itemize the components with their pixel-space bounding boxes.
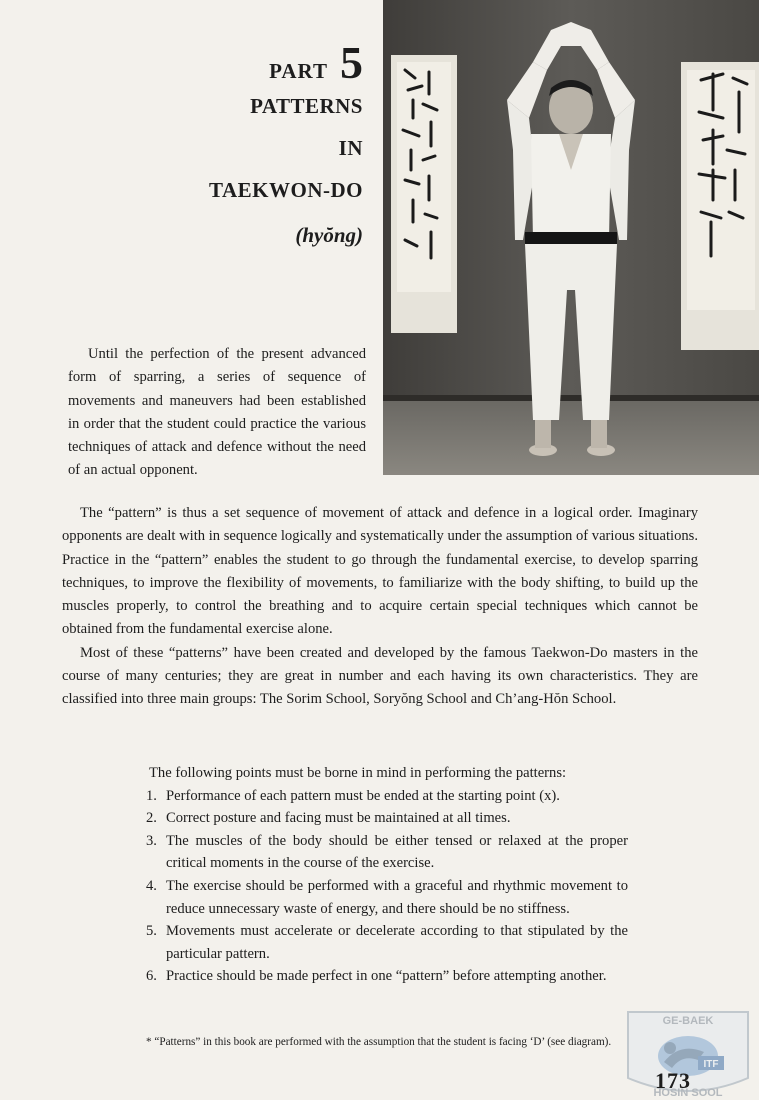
part-number: 5 — [340, 37, 363, 88]
list-item-text: Movements must accelerate or decelerate according to that stipulated by the particular pattern. — [166, 923, 628, 962]
list-item-number: 3. — [146, 832, 157, 849]
part-heading — [209, 37, 363, 88]
list-item-text: The muscles of the body should be either tensed or relaxed at the proper critical moments in the course of the exercise. — [166, 832, 628, 872]
list-item-number: 2. — [146, 810, 157, 827]
list-item — [146, 807, 628, 830]
title-subtitle: (hyŏng) — [295, 223, 363, 247]
page-number: 173 — [655, 1068, 691, 1093]
footnote: * “Patterns” in this book are performed with the assumption that the student is facing ‘D’ (see diagram). — [146, 1036, 612, 1048]
list-item-text: The exercise should be performed with a graceful and rhythmic movement to reduce unnecessary waste of energy, and there should be no stiffness. — [166, 877, 628, 917]
title-line-in: IN — [338, 136, 363, 160]
photo-illustration — [383, 0, 759, 475]
points-section — [146, 762, 628, 988]
list-item-number: 4. — [146, 877, 157, 894]
body-paragraph-schools: Most of these “patterns” have been created and developed by the famous Taekwon-Do masters in the course of many centuries; they are great in number and each having its own characteristics. They are classified into three main groups: The Sorim School, Soryŏng School and Ch’ang-Hŏn School. — [62, 644, 698, 708]
list-item-text: Performance of each pattern must be ended at the starting point (x). — [166, 787, 560, 804]
list-item — [146, 875, 628, 920]
seal-bottom-text: HOSIN SOOL — [653, 1087, 723, 1099]
body-paragraph-pattern: The “pattern” is thus a set sequence of movement of attack and defence in a logical order. Imaginary opponents are dealt with in sequence logically and systematically under the assumption of various situations. Practice in the “pattern” enables the student to go through the fundamental exercise, to develop sparring techniques, to improve the flexibility of movements, to familiarize with the body shifting, to build up the muscles properly, to control the breathing and to acquire certain special techniques which cannot be obtained from the fundamental exercise alone. — [62, 505, 698, 638]
points-intro: The following points must be borne in mind in performing the patterns: — [149, 765, 567, 781]
part-word: PART — [269, 59, 328, 83]
list-item — [146, 785, 628, 808]
title-line-patterns: PATTERNS — [250, 94, 363, 118]
seal-badge-text: ITF — [703, 1059, 719, 1070]
list-item — [146, 920, 628, 965]
martial-artist-photo — [383, 0, 759, 475]
points-list — [146, 785, 628, 988]
list-item-text: Practice should be made perfect in one “pattern” before attempting another. — [166, 968, 607, 985]
list-item-number: 6. — [146, 968, 157, 985]
list-item — [146, 830, 628, 875]
list-item-number: 5. — [146, 923, 157, 940]
title-line-taekwondo: TAEKWON-DO — [209, 178, 363, 202]
list-item-text: Correct posture and facing must be maintained at all times. — [166, 810, 511, 827]
list-item-number: 1. — [146, 787, 157, 804]
chapter-title — [209, 37, 363, 247]
intro-paragraph: Until the perfection of the present advanced form of sparring, a series of sequence of movements and maneuvers had been established in order that the student could practice the various techniques of attack and defence without the need of an actual opponent. — [68, 346, 366, 479]
seal-top-text: GE-BAEK — [662, 1015, 714, 1027]
body-text — [62, 502, 698, 712]
list-item — [146, 965, 628, 988]
